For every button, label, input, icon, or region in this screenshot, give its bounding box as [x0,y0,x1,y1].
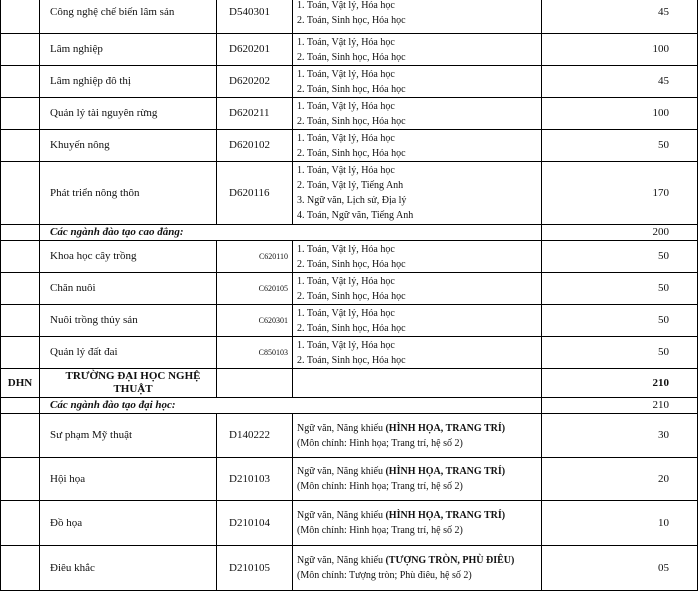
major-name: Quản lý đất đai [40,337,217,369]
major-code: D540301 [217,0,293,34]
table-row [1,501,698,546]
major-code: D620201 [217,34,293,66]
subject-combos: 1. Toán, Vật lý, Hóa học 2. Toán, Sinh học, Hóa học [293,130,542,162]
table-row [1,0,698,34]
section-row [1,225,698,241]
section-quota: 210 [542,398,698,414]
major-code: C620105 [217,273,293,305]
table-row [1,414,698,458]
major-name: Lâm nghiệp đô thị [40,66,217,98]
major-code: C850103 [217,337,293,369]
major-code: C620301 [217,305,293,337]
table-row [1,337,698,369]
major-name: Khuyến nông [40,130,217,162]
table-row [1,241,698,273]
university-quota: 210 [542,369,698,398]
table-row [1,66,698,98]
subject-combos: 1. Toán, Vật lý, Hóa học 2. Toán, Sinh học, Hóa học [293,0,542,34]
quota: 45 [542,0,698,34]
major-code: D620102 [217,130,293,162]
quota: 30 [542,414,698,458]
major-name: Hội họa [40,458,217,501]
quota: 50 [542,337,698,369]
subject-combos: Ngữ văn, Năng khiếu (HÌNH HỌA, TRANG TRÍ) (Môn chính: Hình họa; Trang trí, hệ số 2) [293,414,542,458]
section-title: Các ngành đào tạo đại học: [40,398,542,414]
major-name: Điêu khắc [40,546,217,591]
quota: 45 [542,66,698,98]
subject-combos: 1. Toán, Vật lý, Hóa học 2. Toán, Sinh học, Hóa học [293,66,542,98]
major-name: Sư phạm Mỹ thuật [40,414,217,458]
quota: 50 [542,273,698,305]
subject-combos: 1. Toán, Vật lý, Hóa học 2. Toán, Sinh học, Hóa học [293,34,542,66]
quota: 50 [542,130,698,162]
subject-combos: 1. Toán, Vật lý, Hóa học 2. Toán, Sinh học, Hóa học [293,273,542,305]
section-row [1,398,698,414]
subject-combos: Ngữ văn, Năng khiếu (HÌNH HỌA, TRANG TRÍ) (Môn chính: Hình họa; Trang trí, hệ số 2) [293,458,542,501]
section-quota: 200 [542,225,698,241]
major-code: C620110 [217,241,293,273]
major-name: Công nghệ chế biến lâm sản [40,0,217,34]
subject-combos: Ngữ văn, Năng khiếu (HÌNH HỌA, TRANG TRÍ) (Môn chính: Hình họa; Trang trí, hệ số 2) [293,501,542,546]
major-code: D140222 [217,414,293,458]
table-row [1,34,698,66]
quota: 10 [542,501,698,546]
major-code: D620202 [217,66,293,98]
university-name: TRƯỜNG ĐẠI HỌC NGHỆ THUẬT [40,369,217,398]
table-row [1,98,698,130]
major-name: Khoa học cây trồng [40,241,217,273]
major-name: Quản lý tài nguyên rừng [40,98,217,130]
table-row [1,458,698,501]
subject-combos: 1. Toán, Vật lý, Hóa học 2. Toán, Sinh học, Hóa học [293,305,542,337]
major-name: Chăn nuôi [40,273,217,305]
major-name: Phát triển nông thôn [40,162,217,225]
quota: 100 [542,34,698,66]
subject-combos: 1. Toán, Vật lý, Hóa học 2. Toán, Vật lý, Tiếng Anh 3. Ngữ văn, Lịch sử, Địa lý 4. Toán, Ngữ văn, Tiếng Anh [293,162,542,225]
university-row [1,369,698,398]
major-code: D210105 [217,546,293,591]
quota: 05 [542,546,698,591]
major-code: D210103 [217,458,293,501]
table-row [1,305,698,337]
table-row [1,162,698,225]
subject-combos: Ngữ văn, Năng khiếu (TƯỢNG TRÒN, PHÙ ĐIÊU) (Môn chính: Tượng tròn; Phù điêu, hệ số 2) [293,546,542,591]
table-row [1,273,698,305]
quota: 50 [542,305,698,337]
subject-combos: 1. Toán, Vật lý, Hóa học 2. Toán, Sinh học, Hóa học [293,98,542,130]
major-name: Đồ họa [40,501,217,546]
table-row [1,130,698,162]
quota: 20 [542,458,698,501]
major-name: Lâm nghiệp [40,34,217,66]
quota: 170 [542,162,698,225]
subject-combos: 1. Toán, Vật lý, Hóa học 2. Toán, Sinh học, Hóa học [293,241,542,273]
university-code: DHN [1,369,40,398]
table-row [1,546,698,591]
major-code: D620211 [217,98,293,130]
section-title: Các ngành đào tạo cao đẳng: [40,225,542,241]
quota: 100 [542,98,698,130]
major-code: D620116 [217,162,293,225]
major-code: D210104 [217,501,293,546]
quota: 50 [542,241,698,273]
major-name: Nuôi trồng thủy sản [40,305,217,337]
subject-combos: 1. Toán, Vật lý, Hóa học 2. Toán, Sinh học, Hóa học [293,337,542,369]
